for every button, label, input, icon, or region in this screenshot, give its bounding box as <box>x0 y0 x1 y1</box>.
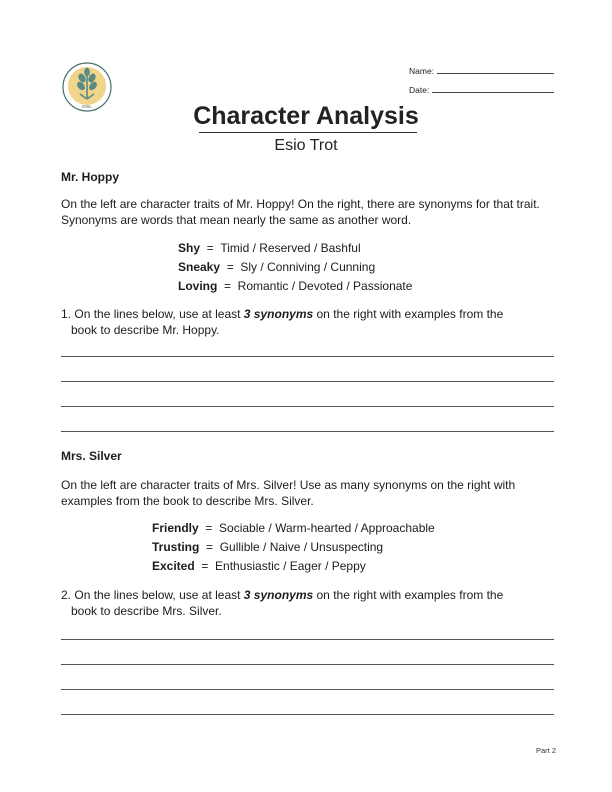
question-1: 1. On the lines below, use at least 3 synonyms on the right with examples from the book to describe Mr. Hoppy. <box>61 307 504 337</box>
question-2: 2. On the lines below, use at least 3 synonyms on the right with examples from the book to describe Mrs. Silver. <box>61 588 504 618</box>
section1-intro: On the left are character traits of Mr. Hoppy! On the right, there are synonyms for that trait. Synonyms are words that mean nearly the same as another word. <box>61 197 540 227</box>
trait-row: Sneaky = Sly / Conniving / Cunning <box>178 260 376 274</box>
trait-row: Loving = Romantic / Devoted / Passionate <box>178 279 413 293</box>
trait-row: Friendly = Sociable / Warm-hearted / Approachable <box>152 521 435 535</box>
page-title: Character Analysis <box>193 102 419 130</box>
section2-trait-list <box>152 519 435 576</box>
logo-text: EWL <box>82 104 92 109</box>
answer-line[interactable] <box>61 431 554 432</box>
answer-line[interactable] <box>61 381 554 382</box>
section1-trait-list <box>178 239 412 296</box>
answer-line[interactable] <box>61 664 554 665</box>
section2-heading: Mrs. Silver <box>61 449 122 463</box>
name-field[interactable] <box>409 66 554 76</box>
date-line[interactable] <box>432 92 554 93</box>
trait-row: Shy = Timid / Reserved / Bashful <box>178 241 361 255</box>
title-underline <box>199 132 417 133</box>
trait-row: Excited = Enthusiastic / Eager / Peppy <box>152 559 366 573</box>
date-label: Date: <box>409 85 430 95</box>
section2-intro: On the left are character traits of Mrs. Silver! Use as many synonyms on the right with examples from the book to describe Mrs. Silver. <box>61 478 516 508</box>
trait-row: Trusting = Gullible / Naive / Unsuspecting <box>152 540 384 554</box>
section1-heading: Mr. Hoppy <box>61 170 120 184</box>
answer-line[interactable] <box>61 689 554 690</box>
answer-line[interactable] <box>61 356 554 357</box>
page-footer: Part 2 <box>535 746 556 755</box>
name-line[interactable] <box>437 73 554 74</box>
name-label: Name: <box>409 66 435 76</box>
answer-line[interactable] <box>61 406 554 407</box>
answer-line[interactable] <box>61 639 554 640</box>
date-field[interactable] <box>409 85 554 95</box>
answer-line[interactable] <box>61 714 554 715</box>
page-subtitle: Esio Trot <box>274 137 338 154</box>
